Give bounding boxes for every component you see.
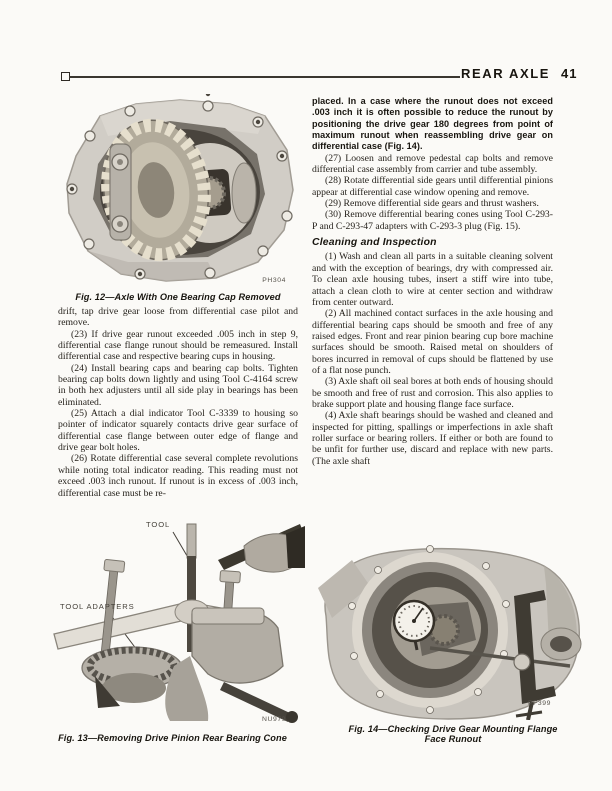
tool-adapters-label: TOOL ADAPTERS <box>60 602 135 611</box>
paragraph-bold-lead: placed. In a case where the runout does not exceed .003 inch it is often possible to reduce the runout by positioning the drive gear 180 degrees from point of maximum runout when reassembling drive gear on differential case (Fig. 14). <box>312 96 553 152</box>
figure-12-caption: Fig. 12—Axle With One Bearing Cap Removed <box>75 292 281 302</box>
paragraph: (1) Wash and clean all parts in a suitable cleaning solvent and with the exception of bearings, dry with compressed air. To clean axle housing tubes, insert a stiff wire into tube, attach a clean cloth to wire at center section and withdraw from center outward. <box>312 251 553 308</box>
figure-14-caption-line1: Fig. 14—Checking Drive Gear Mounting Flange <box>348 724 558 734</box>
figure-13-caption: Fig. 13—Removing Drive Pinion Rear Bearing Cone <box>58 733 287 743</box>
photo-code-fig12: PH304 <box>262 277 286 284</box>
section-heading-cleaning-inspection: Cleaning and Inspection <box>312 237 437 249</box>
paragraph: (26) Rotate differential case several complete revolutions while noting total indicator reading. This reading must not exceed .003 inch runout. If runout is in excess of .003 inch, differential case must be re- <box>58 453 298 499</box>
right-column-text <box>312 96 553 467</box>
paragraph: (4) Axle shaft bearings should be washed and cleaned and inspected for pitting, spallings or imperfections in axle shaft roller surface or bearing rollers. If either or both are found to be unfit for further use, discard and replace with new parts. (The axle shaft <box>312 410 553 467</box>
paragraph: (30) Remove differential bearing cones using Tool C-293-P and C-293-47 adapters with C-293-3 plug (Fig. 15). <box>312 209 553 232</box>
paragraph: (28) Rotate differential side gears until differential pinions appear at differential case window opening and remove. <box>312 175 553 198</box>
figure-12-axle-photo <box>58 94 298 286</box>
figure-14-caption-line2: Face Runout <box>424 734 482 744</box>
paragraph: (3) Axle shaft oil seal bores at both ends of housing should be smooth and free of rust and corrosion. This also applies to brake support plate and housing flange face surface. <box>312 376 553 410</box>
paragraph: (29) Remove differential side gears and thrust washers. <box>325 198 539 210</box>
figure-14-runout-photo <box>318 544 588 720</box>
photo-code-fig14: PF399 <box>528 700 552 707</box>
figure-14-caption <box>318 724 588 744</box>
page-number: 41 <box>561 66 578 81</box>
runout-check-illustration <box>318 544 588 720</box>
paragraph: (2) All machined contact surfaces in the axle housing and differential bearing caps should be smooth and free of any raised edges. Front and rear pinion bearing cup bore machine surfaces should be smooth. Raised metal on shoulders of bores incurred in removal of cups should be flattened by use of a flat nose punch. <box>312 308 553 376</box>
figure-13-puller-photo <box>40 516 305 728</box>
paragraph: (24) Install bearing caps and bearing cap bolts. Tighten bearing cap bolts down lightly and using Tool C-4164 screw in both hex adjusters until all side play in bearings has been eliminated. <box>58 362 298 408</box>
paragraph: (25) Attach a dial indicator Tool C-3339 to housing so pointer of indicator squarely contacts drive gear surface of differential case flange between outer edge of flange and drive gear bolt holes. <box>58 408 298 454</box>
header-rule <box>69 76 460 78</box>
page-title: REAR AXLE <box>461 66 551 81</box>
photo-code-fig13: NU979 <box>262 716 287 723</box>
paragraph: (27) Loosen and remove pedestal cap bolts and remove differential case assembly from carrier and tube assembly. <box>312 152 553 176</box>
puller-illustration <box>40 516 305 728</box>
tool-label: TOOL <box>146 520 171 529</box>
left-column-text <box>58 306 298 499</box>
axle-housing-illustration <box>58 94 298 286</box>
paragraph: (23) If drive gear runout exceeded .005 inch in step 9, differential case flange runout should be remeasured. Install differential case and respective bearing cups in housing. <box>58 328 298 363</box>
paragraph: drift, tap drive gear loose from differential case pilot and remove. <box>58 306 298 329</box>
